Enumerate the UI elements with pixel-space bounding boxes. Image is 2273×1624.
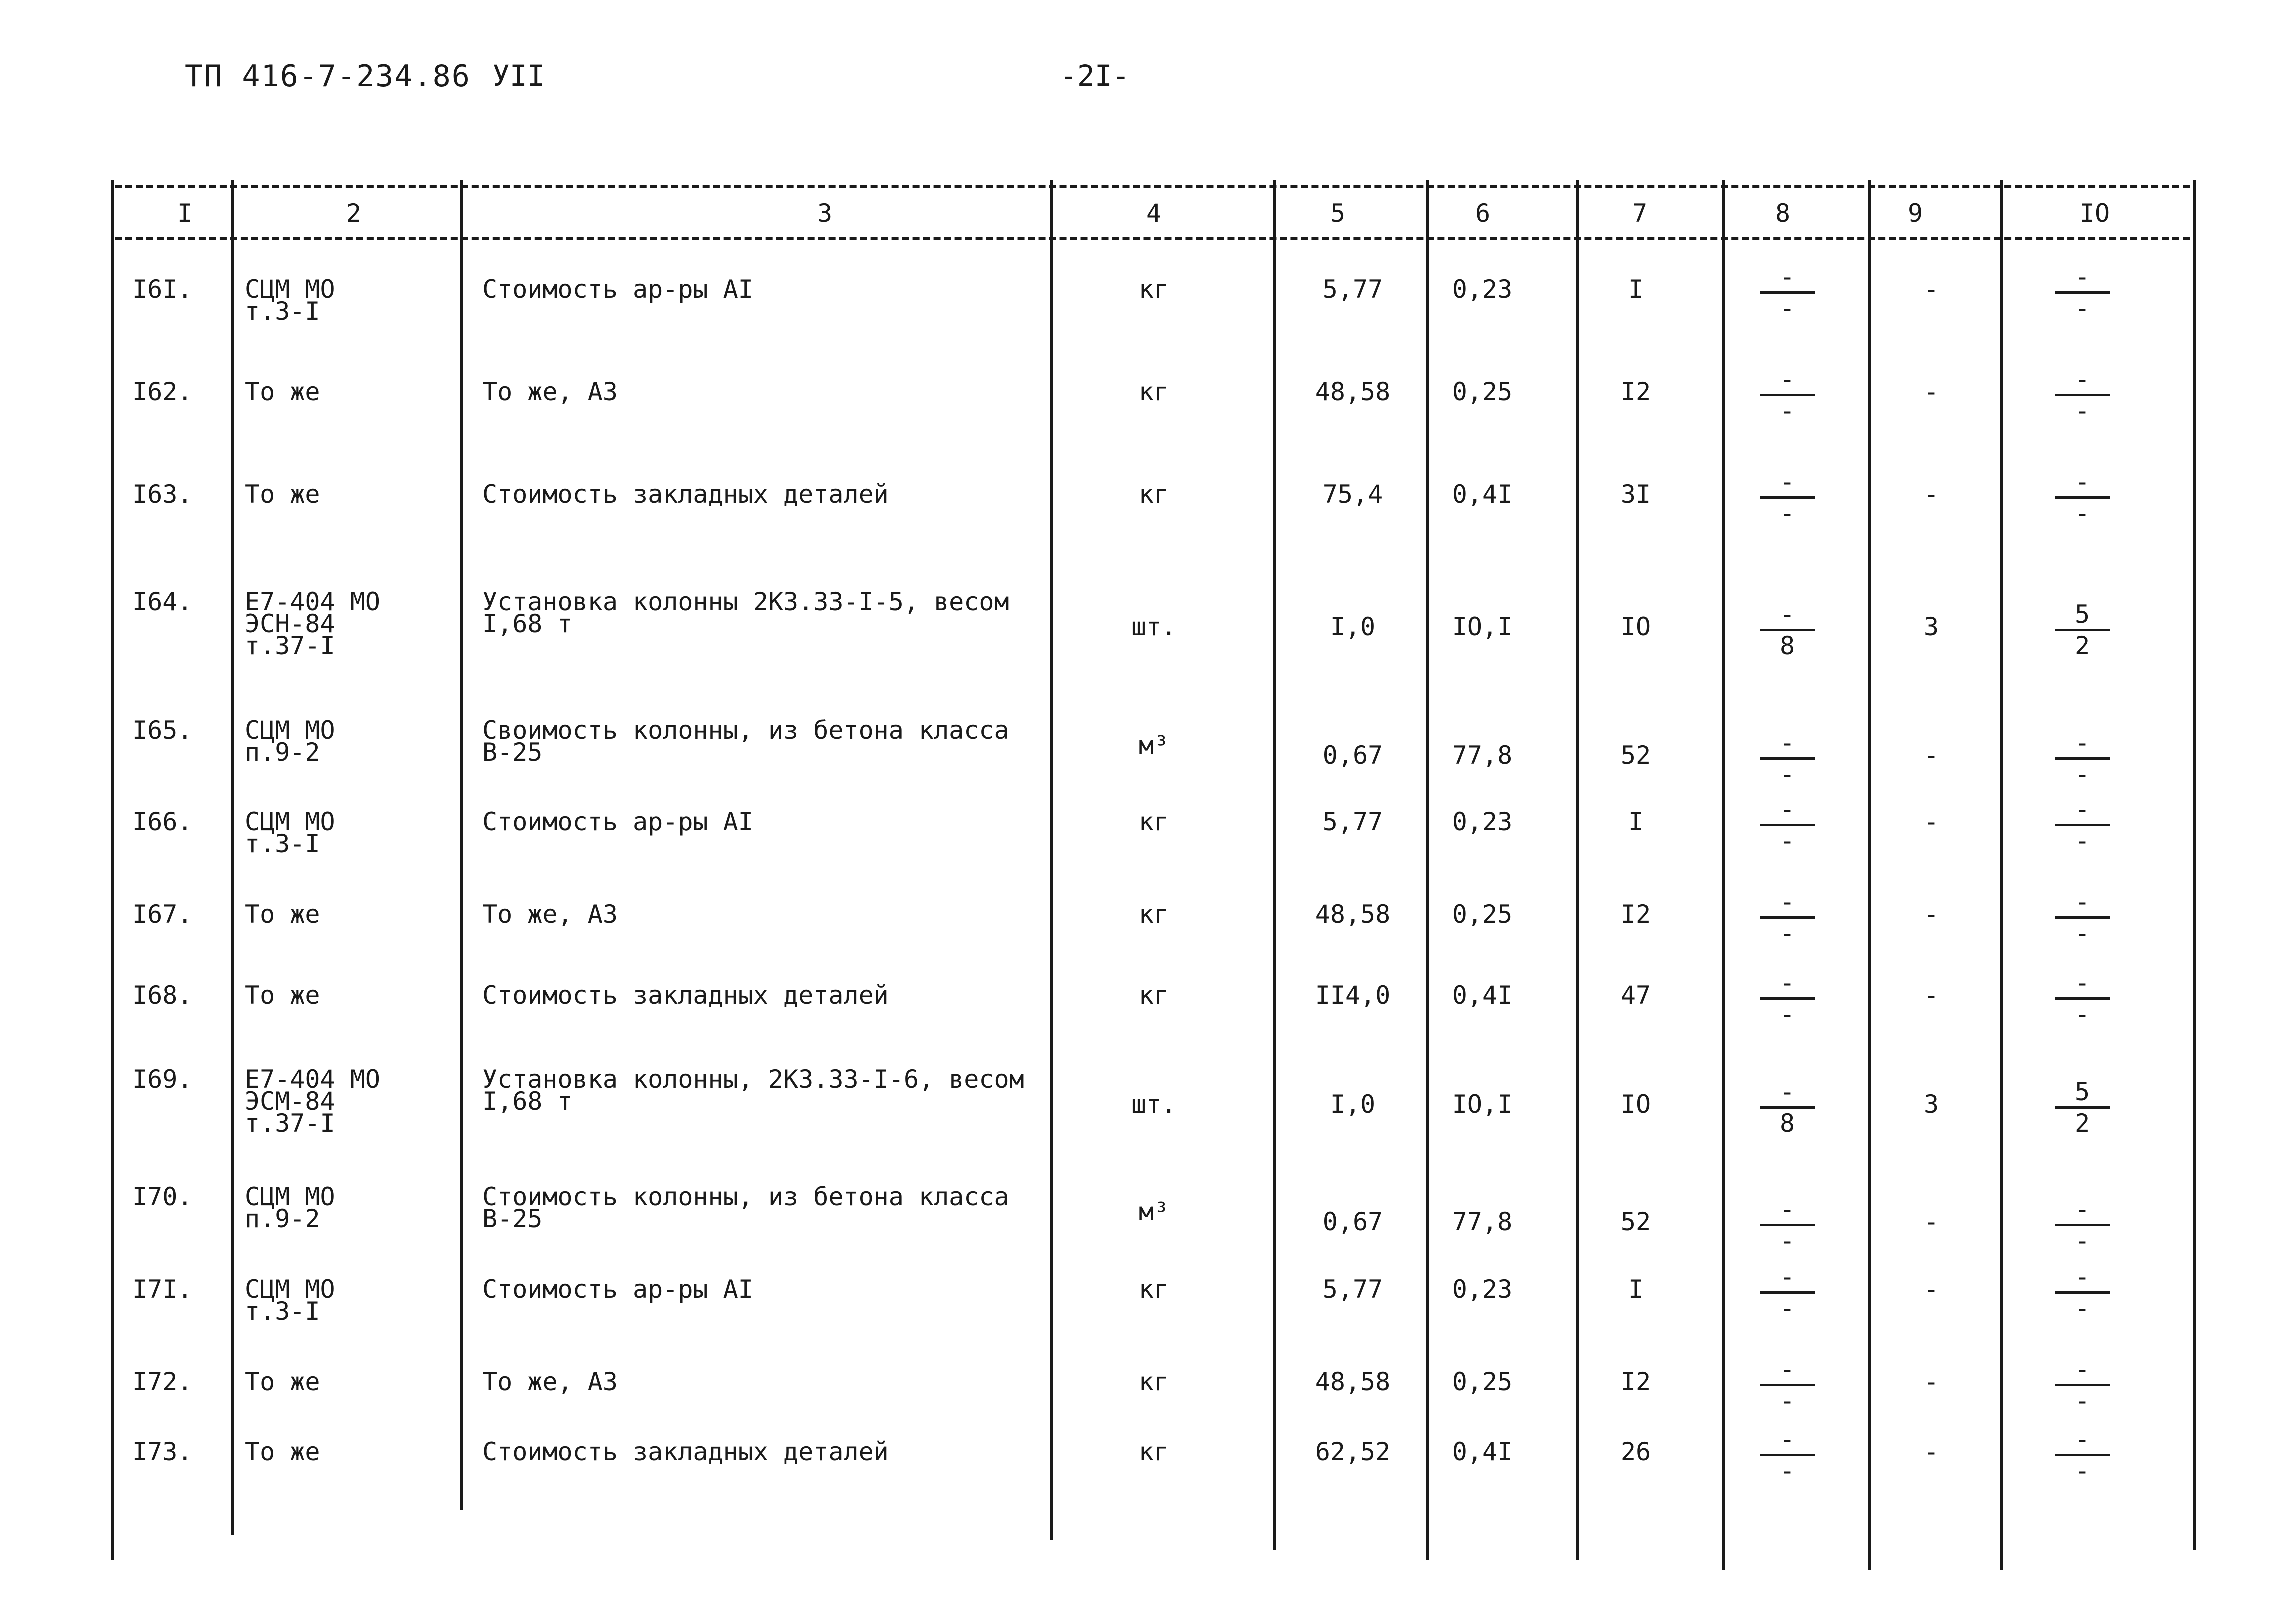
total-cost: I2: [1620, 900, 1652, 929]
column-8-fraction: [1760, 1426, 1815, 1484]
row-number: I63.: [132, 480, 193, 509]
total-cost: 52: [1620, 1207, 1652, 1236]
column-10-fraction: [2055, 366, 2110, 424]
column-9-value: -: [1924, 1275, 1940, 1304]
column-divider: [2194, 180, 2196, 1550]
total-cost: 26: [1620, 1437, 1652, 1466]
fraction-denominator: -: [1780, 919, 1796, 948]
quantity: II4,0: [1315, 981, 1391, 1010]
norm-reference: СЦМ МО: [245, 716, 336, 745]
column-9-value: -: [1924, 741, 1940, 770]
quantity: 0,67: [1322, 741, 1384, 770]
fraction-denominator: -: [1780, 1456, 1796, 1485]
work-description: Стоимость закладных деталей: [482, 981, 889, 1010]
norm-reference: т.3-I: [245, 829, 320, 858]
total-cost: I2: [1620, 1367, 1652, 1396]
fraction-numerator: -: [1780, 600, 1796, 629]
fraction-denominator: 8: [1780, 631, 1796, 660]
fraction-numerator: -: [1780, 365, 1796, 394]
quantity: 75,4: [1322, 480, 1384, 509]
work-description: Своимость колонны, из бетона класса: [482, 716, 1010, 745]
row-number: I67.: [132, 900, 193, 929]
norm-reference: т.3-I: [245, 297, 320, 326]
fraction-numerator: -: [1780, 1425, 1796, 1454]
column-8-fraction: [1760, 796, 1815, 854]
norm-reference: ЭСМ-84: [245, 1087, 336, 1116]
norm-reference: СЦМ МО: [245, 1182, 336, 1211]
unit: шт.: [1131, 1090, 1177, 1119]
total-cost: I: [1628, 807, 1644, 836]
column-header: IO: [2080, 199, 2110, 228]
work-description: То же, А3: [482, 1367, 618, 1396]
norm-reference: СЦМ МО: [245, 807, 336, 836]
column-divider: [1426, 180, 1429, 1560]
total-cost: IO: [1620, 612, 1652, 641]
unit: кг: [1138, 275, 1170, 304]
column-10-fraction: [2055, 796, 2110, 854]
column-divider: [2000, 180, 2003, 1570]
total-cost: 3I: [1620, 480, 1652, 509]
column-header: 9: [1908, 199, 1924, 228]
column-divider: [1050, 180, 1053, 1540]
norm-reference: То же: [245, 900, 320, 929]
column-8-fraction: [1760, 1196, 1815, 1254]
total-cost: I: [1628, 275, 1644, 304]
column-divider: [1722, 180, 1726, 1570]
work-description: Стоимость закладных деталей: [482, 1437, 889, 1466]
total-cost: 52: [1620, 741, 1652, 770]
work-description: Стоимость колонны, из бетона класса: [482, 1182, 1010, 1211]
work-description: Установка колонны 2К3.33-I-5, весом: [482, 587, 1010, 616]
unit-cost: 0,23: [1452, 807, 1513, 836]
fraction-denominator: -: [2074, 1456, 2090, 1485]
row-number: I68.: [132, 981, 193, 1010]
work-description: Стоимость ар-ры АI: [482, 1275, 754, 1304]
row-number: I62.: [132, 377, 193, 406]
fraction-numerator: -: [2074, 1262, 2090, 1291]
quantity: 62,52: [1315, 1437, 1391, 1466]
norm-reference: Е7-404 МО: [245, 587, 380, 616]
fraction-numerator: -: [1780, 1195, 1796, 1224]
fraction-numerator: -: [1780, 887, 1796, 916]
fraction-denominator: -: [1780, 760, 1796, 789]
column-8-fraction: [1760, 969, 1815, 1028]
unit-cost: 77,8: [1452, 1207, 1513, 1236]
column-9-value: -: [1924, 480, 1940, 509]
column-9-value: -: [1924, 1367, 1940, 1396]
work-description: I,68 т: [482, 609, 573, 638]
unit-cost: 77,8: [1452, 741, 1513, 770]
fraction-numerator: -: [1780, 1262, 1796, 1291]
fraction-denominator: 8: [1780, 1109, 1796, 1138]
row-number: I72.: [132, 1367, 193, 1396]
column-9-value: -: [1924, 900, 1940, 929]
column-9-value: 3: [1924, 1090, 1940, 1119]
work-description: Стоимость закладных деталей: [482, 480, 889, 509]
column-9-value: -: [1924, 1437, 1940, 1466]
column-10-fraction: [2055, 1263, 2110, 1322]
column-8-fraction: [1760, 1078, 1815, 1137]
unit-cost: 0,25: [1452, 377, 1513, 406]
unit-cost: 0,4I: [1452, 480, 1513, 509]
quantity: I,0: [1330, 1090, 1376, 1119]
fraction-denominator: -: [1780, 396, 1796, 425]
column-9-value: -: [1924, 1207, 1940, 1236]
quantity: 48,58: [1315, 377, 1391, 406]
fraction-denominator: -: [1780, 499, 1796, 528]
norm-reference: СЦМ МО: [245, 1275, 336, 1304]
fraction-denominator: -: [1780, 1294, 1796, 1323]
fraction-denominator: -: [2074, 294, 2090, 323]
column-divider: [1576, 180, 1579, 1560]
column-8-fraction: [1760, 366, 1815, 424]
quantity: 5,77: [1322, 807, 1384, 836]
column-header: 5: [1330, 199, 1346, 228]
fraction-numerator: -: [1780, 728, 1796, 757]
column-header: 3: [817, 199, 833, 228]
column-9-value: -: [1924, 807, 1940, 836]
fraction-denominator: -: [2074, 1294, 2090, 1323]
column-10-fraction: [2055, 888, 2110, 947]
work-description: Стоимость ар-ры АI: [482, 275, 754, 304]
row-number: I69.: [132, 1065, 193, 1094]
column-header: 4: [1146, 199, 1162, 228]
norm-reference: То же: [245, 1367, 320, 1396]
unit-cost: 0,4I: [1452, 1437, 1513, 1466]
work-description: То же, А3: [482, 377, 618, 406]
norm-reference: То же: [245, 1437, 320, 1466]
fraction-numerator: -: [2074, 968, 2090, 997]
quantity: 48,58: [1315, 1367, 1391, 1396]
fraction-numerator: -: [1780, 968, 1796, 997]
fraction-denominator: -: [1780, 1000, 1796, 1029]
column-10-fraction: [2055, 468, 2110, 527]
column-divider: [460, 180, 463, 1510]
column-9-value: -: [1924, 275, 1940, 304]
fraction-denominator: -: [2074, 1000, 2090, 1029]
quantity: I,0: [1330, 612, 1376, 641]
unit: кг: [1138, 807, 1170, 836]
fraction-denominator: -: [2074, 1386, 2090, 1415]
column-9-value: -: [1924, 377, 1940, 406]
column-8-fraction: [1760, 888, 1815, 947]
fraction-denominator: -: [2074, 499, 2090, 528]
column-10-fraction: [2055, 601, 2110, 659]
fraction-denominator: -: [1780, 1226, 1796, 1255]
column-8-fraction: [1760, 263, 1815, 322]
column-8-fraction: [1760, 729, 1815, 788]
fraction-numerator: -: [2074, 365, 2090, 394]
quantity: 5,77: [1322, 275, 1384, 304]
total-cost: 47: [1620, 981, 1652, 1010]
column-8-fraction: [1760, 468, 1815, 527]
unit-cost: IO,I: [1452, 612, 1513, 641]
unit-cost: 0,25: [1452, 1367, 1513, 1396]
unit: кг: [1138, 480, 1170, 509]
fraction-denominator: -: [1780, 1386, 1796, 1415]
row-number: I73.: [132, 1437, 193, 1466]
fraction-denominator: -: [1780, 294, 1796, 323]
unit-cost: 0,4I: [1452, 981, 1513, 1010]
fraction-numerator: -: [2074, 1355, 2090, 1384]
unit-cost: 0,23: [1452, 275, 1513, 304]
fraction-numerator: -: [1780, 795, 1796, 824]
fraction-numerator: -: [2074, 1195, 2090, 1224]
norm-reference: То же: [245, 480, 320, 509]
work-description: То же, А3: [482, 900, 618, 929]
column-header: 7: [1632, 199, 1648, 228]
row-number: I66.: [132, 807, 193, 836]
norm-reference: Е7-404 МО: [245, 1065, 380, 1094]
fraction-numerator: -: [2074, 467, 2090, 496]
fraction-numerator: -: [1780, 1077, 1796, 1106]
norm-reference: п.9-2: [245, 1204, 320, 1233]
unit-cost: 0,23: [1452, 1275, 1513, 1304]
column-10-fraction: [2055, 1196, 2110, 1254]
column-10-fraction: [2055, 1426, 2110, 1484]
unit-cost: 0,25: [1452, 900, 1513, 929]
fraction-denominator: -: [2074, 919, 2090, 948]
work-description: I,68 т: [482, 1087, 573, 1116]
unit: шт.: [1131, 612, 1177, 641]
unit: кг: [1138, 1275, 1170, 1304]
unit: кг: [1138, 1437, 1170, 1466]
column-10-fraction: [2055, 729, 2110, 788]
unit: м³: [1138, 731, 1170, 760]
fraction-denominator: -: [2074, 760, 2090, 789]
fraction-numerator: -: [2074, 1425, 2090, 1454]
fraction-numerator: -: [2074, 728, 2090, 757]
column-header: 6: [1475, 199, 1491, 228]
column-10-fraction: [2055, 1356, 2110, 1414]
norm-reference: т.37-I: [245, 1109, 336, 1138]
column-divider: [111, 180, 114, 1560]
unit: кг: [1138, 377, 1170, 406]
row-number: I64.: [132, 587, 193, 616]
row-number: I70.: [132, 1182, 193, 1211]
total-cost: I: [1628, 1275, 1644, 1304]
section-number: УII: [492, 59, 545, 93]
work-description: В-25: [482, 1204, 543, 1233]
fraction-numerator: 5: [2074, 1077, 2090, 1106]
table-header-rule: [115, 237, 2190, 240]
column-divider: [1868, 180, 1872, 1570]
fraction-numerator: -: [1780, 1355, 1796, 1384]
page-number: -2I-: [1060, 59, 1130, 93]
fraction-denominator: -: [2074, 1226, 2090, 1255]
fraction-denominator: 2: [2074, 1109, 2090, 1138]
norm-reference: То же: [245, 981, 320, 1010]
column-8-fraction: [1760, 1263, 1815, 1322]
row-number: I65.: [132, 716, 193, 745]
unit: кг: [1138, 900, 1170, 929]
fraction-denominator: -: [2074, 826, 2090, 855]
fraction-numerator: -: [1780, 467, 1796, 496]
column-8-fraction: [1760, 1356, 1815, 1414]
document-code: ТП 416-7-234.86: [185, 59, 471, 94]
fraction-numerator: -: [2074, 795, 2090, 824]
norm-reference: п.9-2: [245, 738, 320, 767]
fraction-numerator: 5: [2074, 600, 2090, 629]
fraction-denominator: -: [1780, 826, 1796, 855]
table-top-rule: [115, 185, 2190, 188]
fraction-denominator: -: [2074, 396, 2090, 425]
fraction-numerator: -: [2074, 262, 2090, 291]
column-header: 2: [346, 199, 362, 228]
norm-reference: т.3-I: [245, 1297, 320, 1326]
column-10-fraction: [2055, 263, 2110, 322]
column-8-fraction: [1760, 601, 1815, 659]
fraction-numerator: -: [2074, 887, 2090, 916]
row-number: I7I.: [132, 1275, 193, 1304]
column-10-fraction: [2055, 1078, 2110, 1137]
fraction-numerator: -: [1780, 262, 1796, 291]
fraction-denominator: 2: [2074, 631, 2090, 660]
norm-reference: То же: [245, 377, 320, 406]
column-divider: [1274, 180, 1276, 1550]
quantity: 48,58: [1315, 900, 1391, 929]
row-number: I6I.: [132, 275, 193, 304]
column-9-value: -: [1924, 981, 1940, 1010]
column-10-fraction: [2055, 969, 2110, 1028]
work-description: В-25: [482, 738, 543, 767]
work-description: Стоимость ар-ры АI: [482, 807, 754, 836]
unit: кг: [1138, 1367, 1170, 1396]
total-cost: I2: [1620, 377, 1652, 406]
total-cost: IO: [1620, 1090, 1652, 1119]
unit-cost: IO,I: [1452, 1090, 1513, 1119]
norm-reference: ЭСН-84: [245, 609, 336, 638]
column-divider: [232, 180, 234, 1535]
column-header: I: [177, 199, 193, 228]
quantity: 0,67: [1322, 1207, 1384, 1236]
quantity: 5,77: [1322, 1275, 1384, 1304]
unit: кг: [1138, 981, 1170, 1010]
unit: м³: [1138, 1197, 1170, 1226]
norm-reference: т.37-I: [245, 631, 336, 660]
column-header: 8: [1775, 199, 1791, 228]
column-9-value: 3: [1924, 612, 1940, 641]
norm-reference: СЦМ МО: [245, 275, 336, 304]
work-description: Установка колонны, 2К3.33-I-6, весом: [482, 1065, 1024, 1094]
